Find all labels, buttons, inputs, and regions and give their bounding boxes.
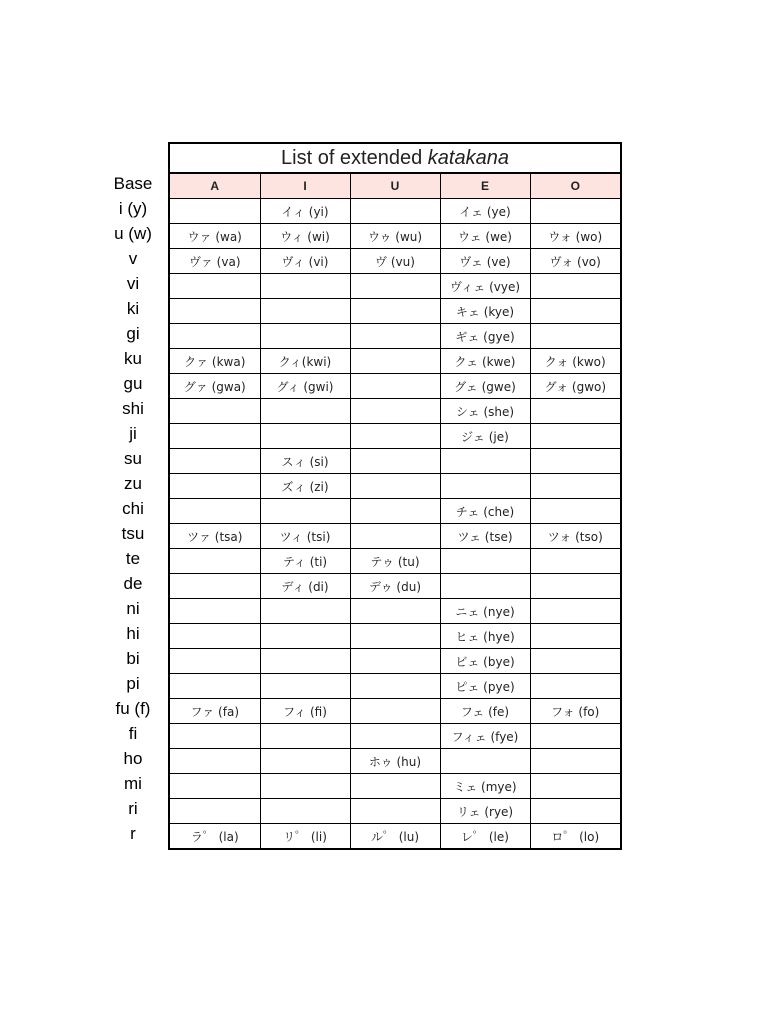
table-cell: フィェ (fye) xyxy=(440,724,530,749)
table-cell: テゥ (tu) xyxy=(350,549,440,574)
table-row xyxy=(170,224,620,249)
table-cell xyxy=(350,724,440,749)
table-cell: ラ゜ (la) xyxy=(170,824,260,849)
table-cell xyxy=(530,499,620,524)
table-cell xyxy=(350,799,440,824)
table-cell: ミェ (mye) xyxy=(440,774,530,799)
row-label: ki xyxy=(126,299,140,318)
table-cell xyxy=(350,624,440,649)
table-cell: グェ (gwe) xyxy=(440,374,530,399)
row-label: tsu xyxy=(121,524,145,543)
table-cell xyxy=(170,624,260,649)
table-row xyxy=(170,349,620,374)
table-cell xyxy=(170,674,260,699)
table-cell xyxy=(170,399,260,424)
table-cell xyxy=(170,799,260,824)
table-cell: ウェ (we) xyxy=(440,224,530,249)
row-label: gi xyxy=(126,324,140,343)
table-cell xyxy=(440,449,530,474)
table-cell xyxy=(350,374,440,399)
table-cell xyxy=(170,424,260,449)
table-cell xyxy=(260,599,350,624)
row-label: bi xyxy=(126,649,140,668)
table-cell xyxy=(530,774,620,799)
table-cell: リ゜ (li) xyxy=(260,824,350,849)
table-cell: リェ (rye) xyxy=(440,799,530,824)
table-row xyxy=(170,424,620,449)
table-cell xyxy=(350,274,440,299)
table-cell xyxy=(260,624,350,649)
table-cell: スィ (si) xyxy=(260,449,350,474)
table-cell xyxy=(170,199,260,224)
table-row xyxy=(170,324,620,349)
table-cell: フィ (fi) xyxy=(260,699,350,724)
table-cell xyxy=(530,299,620,324)
table-cell xyxy=(530,624,620,649)
base-label: Base xyxy=(113,174,153,193)
row-label: vi xyxy=(126,274,140,293)
column-header-o: O xyxy=(530,174,620,199)
table-cell: ツァ (tsa) xyxy=(170,524,260,549)
table-cell xyxy=(260,324,350,349)
table-cell xyxy=(530,599,620,624)
table-cell xyxy=(350,324,440,349)
table-row xyxy=(170,399,620,424)
table-row xyxy=(170,474,620,499)
table-cell xyxy=(260,299,350,324)
table-cell xyxy=(170,449,260,474)
table-row xyxy=(170,824,620,849)
table-cell: ヴァ (va) xyxy=(170,249,260,274)
table-row xyxy=(170,549,620,574)
row-label: ri xyxy=(128,799,138,818)
table-cell: イィ (yi) xyxy=(260,199,350,224)
row-label: ji xyxy=(129,424,137,443)
table-cell: フォ (fo) xyxy=(530,699,620,724)
table-cell: ヴ (vu) xyxy=(350,249,440,274)
table-cell xyxy=(260,724,350,749)
table-cell: ピェ (pye) xyxy=(440,674,530,699)
table-cell xyxy=(260,424,350,449)
table-cell xyxy=(350,424,440,449)
table-cell: ヴィ (vi) xyxy=(260,249,350,274)
table-cell: ズィ (zi) xyxy=(260,474,350,499)
title-italic: katakana xyxy=(427,147,509,169)
table-cell xyxy=(530,324,620,349)
table-cell xyxy=(350,674,440,699)
table-cell xyxy=(170,599,260,624)
table-row xyxy=(170,599,620,624)
table-row xyxy=(170,574,620,599)
table-cell: ツェ (tse) xyxy=(440,524,530,549)
row-label: r xyxy=(130,824,136,843)
column-header-u: U xyxy=(350,174,440,199)
table-cell: ロ゜ (lo) xyxy=(530,824,620,849)
table-cell: グィ (gwi) xyxy=(260,374,350,399)
table-cell: ツォ (tso) xyxy=(530,524,620,549)
row-label: ho xyxy=(123,749,143,768)
table-title xyxy=(170,144,620,174)
table-cell xyxy=(350,774,440,799)
table-cell xyxy=(170,724,260,749)
table-row xyxy=(170,649,620,674)
column-header-e: E xyxy=(440,174,530,199)
table-cell: フェ (fe) xyxy=(440,699,530,724)
table-row xyxy=(170,374,620,399)
table-cell: クェ (kwe) xyxy=(440,349,530,374)
table-cell xyxy=(260,499,350,524)
row-label: ni xyxy=(126,599,140,618)
table-row xyxy=(170,299,620,324)
table-row xyxy=(170,699,620,724)
table-cell xyxy=(170,574,260,599)
table-cell: チェ (che) xyxy=(440,499,530,524)
table-cell xyxy=(530,649,620,674)
table-cell xyxy=(530,199,620,224)
table-cell: ツィ (tsi) xyxy=(260,524,350,549)
table-cell: ファ (fa) xyxy=(170,699,260,724)
row-label: hi xyxy=(126,624,140,643)
table-cell: ヴィェ (vye) xyxy=(440,274,530,299)
table-cell xyxy=(170,474,260,499)
table-cell xyxy=(170,324,260,349)
table-row xyxy=(170,724,620,749)
row-label: shi xyxy=(122,399,144,418)
table-cell: イェ (ye) xyxy=(440,199,530,224)
row-label: u (w) xyxy=(114,224,152,243)
table-cell: ギェ (gye) xyxy=(440,324,530,349)
table-row xyxy=(170,274,620,299)
table-cell xyxy=(530,724,620,749)
table-cell xyxy=(530,799,620,824)
table-cell xyxy=(440,749,530,774)
row-label: zu xyxy=(124,474,142,493)
table-cell: ティ (ti) xyxy=(260,549,350,574)
table-cell: ウゥ (wu) xyxy=(350,224,440,249)
row-label: ku xyxy=(124,349,142,368)
table-cell xyxy=(260,774,350,799)
table-cell: キェ (kye) xyxy=(440,299,530,324)
table-cell: ウァ (wa) xyxy=(170,224,260,249)
table-cell xyxy=(170,499,260,524)
row-label: te xyxy=(125,549,141,568)
header-row xyxy=(170,174,620,199)
table-cell: ウォ (wo) xyxy=(530,224,620,249)
table-cell xyxy=(350,199,440,224)
table-cell xyxy=(530,474,620,499)
table-row xyxy=(170,249,620,274)
table-cell xyxy=(440,574,530,599)
table-cell xyxy=(530,424,620,449)
row-label: i (y) xyxy=(118,199,148,218)
table-cell xyxy=(530,574,620,599)
table-row xyxy=(170,749,620,774)
row-label: de xyxy=(123,574,143,593)
row-label: v xyxy=(128,249,138,268)
table-cell xyxy=(350,649,440,674)
table-cell: ビェ (bye) xyxy=(440,649,530,674)
title-main: List of extended xyxy=(281,147,428,169)
table-row xyxy=(170,524,620,549)
table-cell: ディ (di) xyxy=(260,574,350,599)
table-cell xyxy=(170,274,260,299)
table-cell: デゥ (du) xyxy=(350,574,440,599)
table-cell xyxy=(170,299,260,324)
table-cell: ニェ (nye) xyxy=(440,599,530,624)
table-row xyxy=(170,499,620,524)
column-header-i: I xyxy=(260,174,350,199)
table-cell xyxy=(440,549,530,574)
row-label: fi xyxy=(128,724,138,743)
table-cell xyxy=(530,449,620,474)
table-row xyxy=(170,774,620,799)
row-label: chi xyxy=(122,499,144,518)
table-cell xyxy=(530,674,620,699)
grid-body xyxy=(170,199,620,849)
table-row xyxy=(170,449,620,474)
table-cell xyxy=(530,399,620,424)
table-cell xyxy=(260,649,350,674)
table-cell xyxy=(350,499,440,524)
table-cell xyxy=(530,749,620,774)
table-cell xyxy=(260,799,350,824)
table-cell: クォ (kwo) xyxy=(530,349,620,374)
table-cell: クァ (kwa) xyxy=(170,349,260,374)
table-cell: クィ(kwi) xyxy=(260,349,350,374)
table-cell xyxy=(350,299,440,324)
table-cell xyxy=(170,749,260,774)
table-cell xyxy=(170,774,260,799)
table-cell xyxy=(530,274,620,299)
table-cell: ジェ (je) xyxy=(440,424,530,449)
table-cell xyxy=(350,399,440,424)
row-label: su xyxy=(124,449,142,468)
table-row xyxy=(170,199,620,224)
table-cell: ウィ (wi) xyxy=(260,224,350,249)
table-cell xyxy=(260,399,350,424)
table-cell xyxy=(350,349,440,374)
table-cell: レ゜ (le) xyxy=(440,824,530,849)
table-cell xyxy=(530,549,620,574)
table-cell: ル゜ (lu) xyxy=(350,824,440,849)
row-label: pi xyxy=(126,674,140,693)
table-row xyxy=(170,624,620,649)
row-labels xyxy=(100,171,166,846)
table-cell xyxy=(260,274,350,299)
row-label: mi xyxy=(124,774,142,793)
table-cell: ヒェ (hye) xyxy=(440,624,530,649)
table-cell: グァ (gwa) xyxy=(170,374,260,399)
katakana-grid xyxy=(170,174,620,848)
table-row xyxy=(170,799,620,824)
table-cell xyxy=(350,524,440,549)
table-cell xyxy=(350,474,440,499)
table-row xyxy=(170,674,620,699)
row-label: gu xyxy=(123,374,143,393)
table-cell: ホゥ (hu) xyxy=(350,749,440,774)
katakana-table xyxy=(168,142,622,850)
table-cell xyxy=(350,699,440,724)
table-cell xyxy=(260,749,350,774)
table-cell: ヴォ (vo) xyxy=(530,249,620,274)
column-header-a: A xyxy=(170,174,260,199)
row-label: fu (f) xyxy=(115,699,151,718)
table-cell xyxy=(350,599,440,624)
table-cell xyxy=(440,474,530,499)
table-cell xyxy=(260,674,350,699)
table-cell: グォ (gwo) xyxy=(530,374,620,399)
table-cell: ヴェ (ve) xyxy=(440,249,530,274)
table-cell xyxy=(170,549,260,574)
table-cell: シェ (she) xyxy=(440,399,530,424)
table-cell xyxy=(350,449,440,474)
table-cell xyxy=(170,649,260,674)
